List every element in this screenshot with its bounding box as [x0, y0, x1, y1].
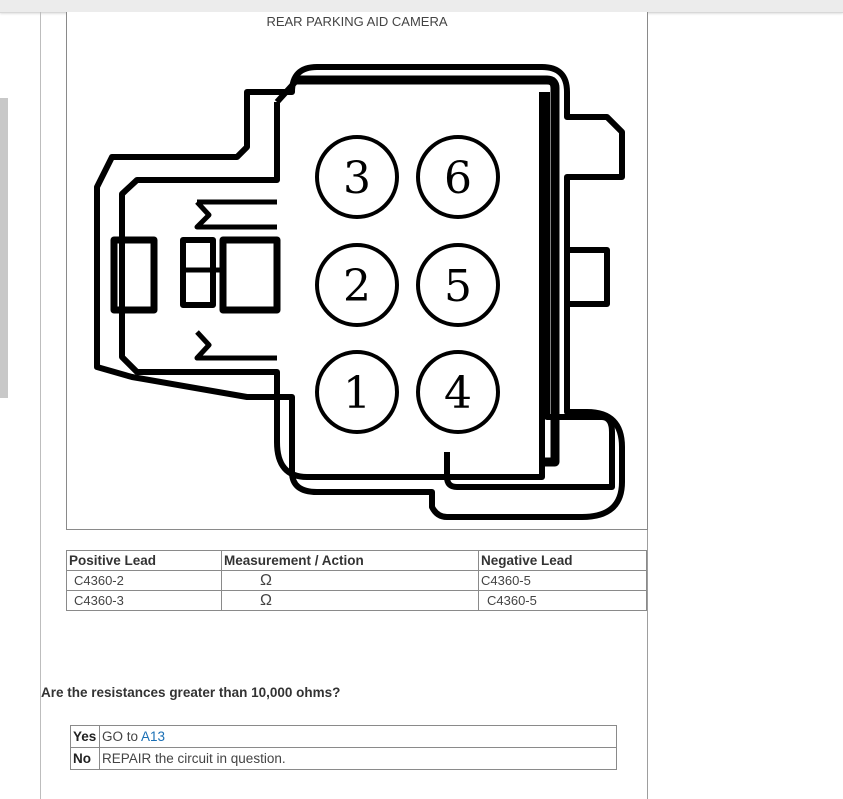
answer-text: REPAIR the circuit in question. — [100, 748, 617, 770]
connector-face-diagram — [67, 12, 647, 529]
positive-lead-cell: C4360-3 — [67, 591, 222, 611]
answer-key: No — [71, 748, 100, 770]
goto-a13-link[interactable]: A13 — [141, 729, 166, 744]
pin-label-5: 5 — [444, 261, 472, 312]
answer-prefix: GO to — [102, 729, 142, 744]
answer-key: Yes — [71, 726, 100, 748]
answer-table — [70, 725, 617, 770]
pin-label-2: 2 — [343, 261, 371, 312]
figure-title: REAR PARKING AID CAMERA — [266, 14, 448, 29]
pin-label-6: 6 — [444, 153, 472, 204]
ohm-symbol: Ω — [222, 591, 479, 611]
negative-lead-cell: C4360-5 — [479, 571, 647, 591]
header-positive-lead: Positive Lead — [67, 551, 222, 571]
resistance-question: Are the resistances greater than 10,000 ohms? — [41, 685, 341, 700]
connector-figure — [66, 12, 648, 530]
pin-label-4: 4 — [444, 368, 472, 419]
header-negative-lead: Negative Lead — [479, 551, 647, 571]
answer-row-no — [71, 748, 617, 770]
pin-label-1: 1 — [343, 368, 371, 419]
positive-lead-cell: C4360-2 — [67, 571, 222, 591]
left-scroll-strip[interactable] — [0, 98, 8, 398]
answer-text — [100, 726, 617, 748]
header-measurement-action: Measurement / Action — [222, 551, 479, 571]
negative-lead-cell: C4360-5 — [479, 591, 647, 611]
table-row — [67, 571, 647, 591]
pin-label-3: 3 — [343, 153, 371, 204]
page-left-border — [40, 12, 41, 799]
measurement-header-row — [67, 551, 647, 571]
table-row — [67, 591, 647, 611]
ohm-symbol: Ω — [222, 571, 479, 591]
answer-row-yes — [71, 726, 617, 748]
measurement-table — [66, 550, 647, 611]
